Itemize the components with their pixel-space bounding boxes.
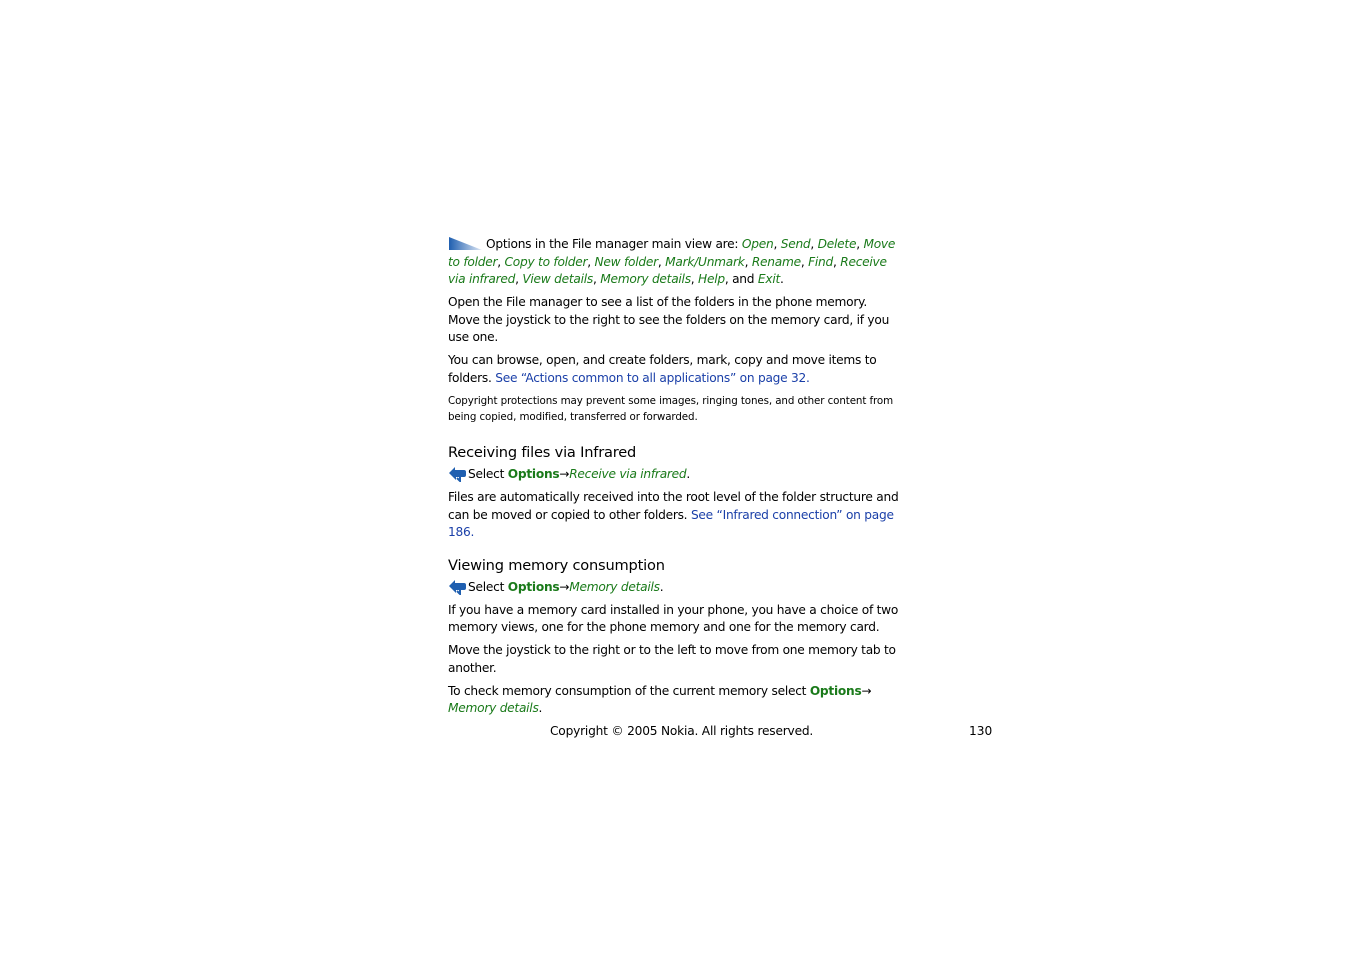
option-exit: Exit (757, 272, 780, 286)
options-and: , and (724, 272, 758, 286)
paragraph-end: . (538, 701, 543, 716)
option-memory-details: Memory details (600, 272, 691, 286)
options-note: Options in the File manager main view are: Open, Send, Delete, Move to folder, Copy to folder, New folder, Mark/Unmark, Rename, Find, Receive via infrared, View details, Memory details, Help, and Exit. (448, 237, 896, 286)
heading-viewing-memory: Viewing memory consumption (448, 556, 665, 574)
select-word: Select (468, 579, 508, 594)
memory-card-paragraph: If you have a memory card installed in your phone, you have a choice of two memory views, one for the phone memory and one for the memory card. (448, 602, 899, 635)
infrared-text: Files are automatically received into the root level of the folder structure and can be moved or copied to other folders. (448, 490, 899, 522)
select-word: Select (468, 467, 508, 482)
infrared-select-instruction (448, 465, 900, 484)
option-copy-to-folder: Copy to folder (504, 254, 588, 269)
option-find: Find (808, 254, 833, 269)
option-help: Help (698, 272, 725, 286)
select-end: . (686, 467, 691, 482)
file-manager-paragraph: Open the File manager to see a list of the folders in the phone memory. Move the joystick to the right to see the folders on the memory card, if you use one. (448, 295, 890, 344)
option-open: Open (741, 237, 774, 251)
menu-arrow: → (559, 467, 570, 482)
options-end: . (779, 272, 784, 286)
menu-arrow: → (861, 683, 872, 698)
note-triangle-icon (448, 237, 482, 250)
check-memory-paragraph (448, 683, 900, 718)
select-arrow-icon (448, 465, 467, 482)
option-delete: Delete (817, 237, 857, 251)
browse-paragraph (448, 352, 900, 387)
option-new-folder: New folder (594, 254, 658, 269)
browse-text: You can browse, open, and create folders, mark, copy and move items to folders. (448, 353, 877, 385)
options-intro: Options in the File manager main view are: (486, 237, 742, 251)
heading-receiving-infrared: Receiving files via Infrared (448, 444, 637, 462)
infrared-paragraph (448, 489, 900, 542)
option-mark-unmark: Mark/Unmark (665, 254, 745, 269)
check-memory-text: To check memory consumption of the current memory select (448, 683, 810, 698)
memory-select-instruction (448, 578, 900, 597)
options-command: Options (507, 467, 560, 482)
actions-common-link[interactable]: See “Actions common to all applications” on page 32. (495, 370, 810, 385)
option-view-details: View details (522, 272, 593, 286)
joystick-paragraph: Move the joystick to the right or to the left to move from one memory tab to another. (448, 643, 896, 675)
options-command: Options (809, 683, 862, 698)
infrared-connection-link[interactable]: See “Infrared connection” on page 186. (448, 507, 894, 540)
page-number: 130 (969, 724, 993, 738)
menu-arrow: → (559, 579, 570, 594)
option-move-to-folder: Move to folder (448, 237, 896, 269)
option-receive-via-infrared: Receive via infrared (448, 254, 887, 286)
receive-via-infrared-option: Receive via infrared (569, 467, 687, 482)
select-arrow-icon (448, 578, 467, 595)
manual-page (448, 236, 900, 723)
memory-details-option: Memory details (448, 701, 539, 716)
option-send: Send (780, 237, 811, 251)
options-command: Options (507, 579, 560, 594)
option-rename: Rename (751, 254, 801, 269)
memory-details-option: Memory details (569, 579, 660, 594)
copyright-protection-note: Copyright protections may prevent some images, ringing tones, and other content from being copied, modified, transferred or forwarded. (448, 394, 894, 424)
footer-copyright: Copyright © 2005 Nokia. All rights reserved. (550, 724, 814, 738)
select-end: . (659, 579, 664, 594)
